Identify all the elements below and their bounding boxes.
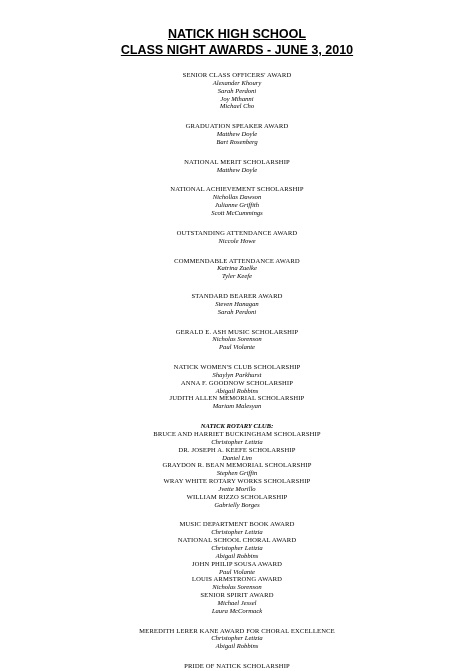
section-heading: NATICK ROTARY CLUB:	[200, 423, 274, 431]
award-title: COMMENDABLE ATTENDANCE AWARD	[174, 257, 300, 265]
section-gap	[0, 352, 474, 364]
award-title: LOUIS ARMSTRONG AWARD	[191, 576, 283, 584]
recipient-name: Christopher Letizia	[211, 635, 263, 643]
award-title: WILLIAM RIZZO SCHOLARSHIP	[186, 493, 288, 501]
recipient-name: Tyler Keefe	[221, 273, 253, 281]
award-title: JUDITH ALLEN MEMORIAL SCHOLARSHIP	[169, 395, 305, 403]
recipient-name: Mariam Malesyan	[212, 403, 262, 411]
recipient-name: Abigail Robbins	[215, 643, 259, 651]
section-gap	[0, 317, 474, 329]
award-title: GRADUATION SPEAKER AWARD	[185, 123, 289, 131]
award-title: GERALD E. ASH MUSIC SCHOLARSHIP	[175, 328, 299, 336]
award-title: NATIONAL SCHOOL CHORAL AWARD	[177, 537, 297, 545]
recipient-name: Bart Rosenberg	[216, 138, 258, 146]
award-title: WRAY WHITE ROTARY WORKS SCHOLARSHIP	[163, 478, 311, 486]
recipient-name: Nicholas Sorenson	[212, 584, 262, 592]
award-title: PRIDE OF NATICK SCHOLARSHIP	[184, 663, 290, 671]
recipient-name: Christopher Letizia	[211, 529, 263, 537]
section-gap	[0, 60, 474, 72]
recipient-name: Sarah Perdoni	[217, 308, 257, 316]
award-title: SENIOR CLASS OFFICERS' AWARD	[182, 72, 292, 79]
recipient-name: Gabrielly Borges	[214, 501, 260, 509]
award-list	[0, 60, 474, 671]
recipient-name: Christopher Letizia	[211, 544, 263, 552]
recipient-name: Daniel Lim	[222, 454, 252, 462]
recipient-name: Christopher Letizia	[211, 438, 263, 446]
school-title: NATICK HIGH SCHOOL	[168, 27, 306, 41]
award-title: STANDARD BEARER AWARD	[191, 293, 283, 301]
award-title: NATIONAL ACHIEVEMENT SCHOLARSHIP	[170, 186, 304, 194]
award-title: MEREDITH LERER KANE AWARD FOR CHORAL EXCELLENCE	[139, 627, 335, 635]
award-title: ANNA F. GOODNOW SCHOLARSHIP	[180, 379, 294, 387]
recipient-name: Stephen Griffin	[216, 470, 258, 478]
recipient-name: Steven Hanagan	[215, 300, 259, 308]
recipient-name: Nichollas Dawson	[212, 194, 262, 202]
award-title: NATICK WOMEN'S CLUB SCHOLARSHIP	[173, 364, 301, 372]
award-title: MUSIC DEPARTMENT BOOK AWARD	[179, 521, 295, 529]
recipient-name: Julianne Griffith	[214, 202, 260, 210]
award-title: NATIONAL MERIT SCHOLARSHIP	[184, 158, 290, 166]
section-gap	[0, 616, 474, 628]
recipient-name: Abigail Robbins	[215, 387, 259, 395]
recipient-name: Nicholas Sorenson	[212, 336, 262, 344]
recipient-name: Matthew Doyle	[216, 166, 258, 174]
award-title: GRAYDON R. BEAN MEMORIAL SCHOLARSHIP	[162, 462, 312, 470]
recipient-name: Niccole Howe	[218, 237, 256, 245]
recipient-name: Alexander Khoury	[212, 79, 262, 87]
award-title: OUTSTANDING ATTENDANCE AWARD	[176, 229, 298, 237]
section-gap	[0, 411, 474, 423]
recipient-name: Paul Violante	[219, 568, 255, 576]
section-gap	[0, 111, 474, 123]
section-gap	[0, 509, 474, 521]
section-gap	[0, 174, 474, 186]
recipient-name: Michael Cho	[219, 103, 255, 111]
recipient-name: Michael Jessel	[217, 599, 257, 607]
award-title: DR. JOSEPH A. KEEFE SCHOLARSHIP	[178, 446, 296, 454]
recipient-name: Laura McCormack	[211, 607, 263, 615]
recipient-name: Matthew Doyle	[216, 131, 258, 139]
recipient-name: Shaylyn Parkhurst	[212, 371, 262, 379]
recipient-name: Paul Violante	[219, 344, 255, 352]
section-gap	[0, 147, 474, 159]
section-gap	[0, 218, 474, 230]
recipient-name: Jvette Morillo	[218, 485, 256, 493]
award-title: SENIOR SPIRIT AWARD	[200, 592, 274, 600]
section-gap	[0, 651, 474, 663]
recipient-name: Abigail Robbins	[215, 552, 259, 560]
award-title: BRUCE AND HARRIET BUCKINGHAM SCHOLARSHIP	[153, 431, 321, 438]
recipient-name: Joy Mihanni	[220, 95, 254, 103]
event-title: CLASS NIGHT AWARDS - JUNE 3, 2010	[120, 43, 354, 57]
section-gap	[0, 246, 474, 258]
section-gap	[0, 281, 474, 293]
recipient-name: Scott McCummings	[211, 209, 263, 217]
recipient-name: Katrina Zuelke	[217, 265, 257, 273]
recipient-name: Sarah Perdoni	[217, 87, 257, 95]
award-title: JOHN PHILIP SOUSA AWARD	[191, 560, 283, 568]
